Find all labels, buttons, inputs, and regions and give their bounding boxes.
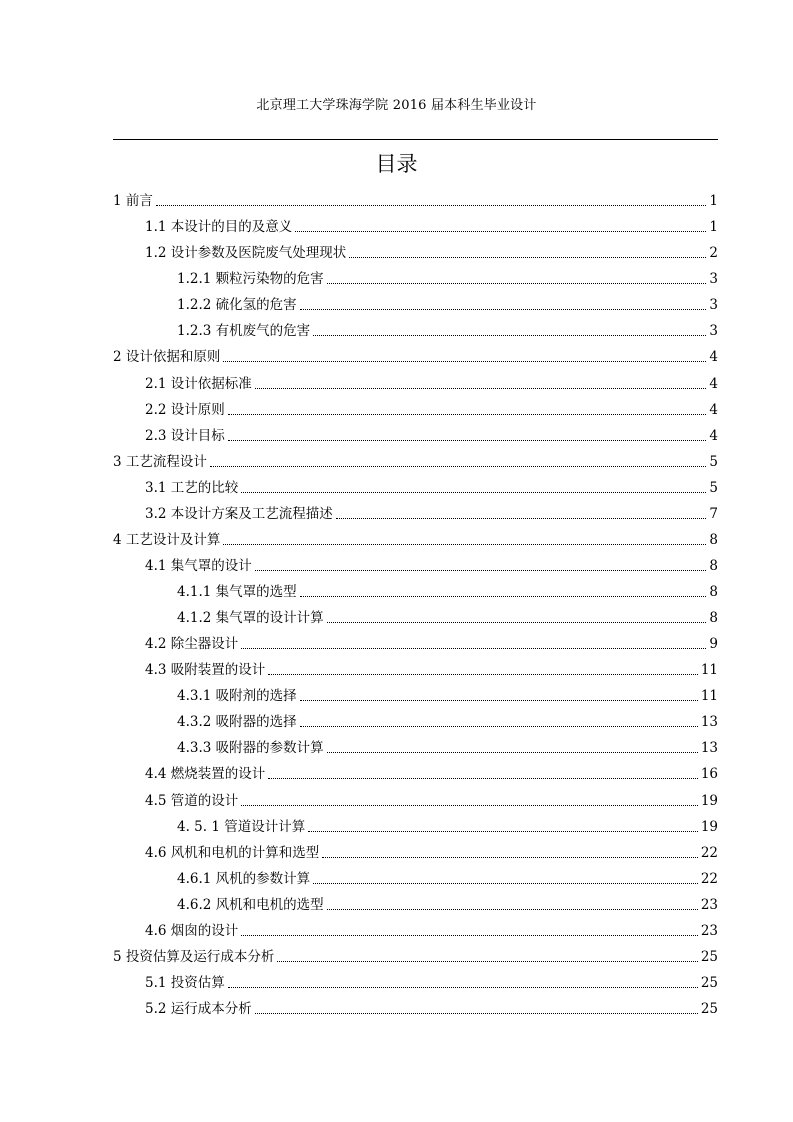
toc-entry-page-number: 4 bbox=[709, 427, 718, 444]
toc-dot-leader bbox=[308, 831, 698, 832]
toc-entry[interactable] bbox=[113, 497, 718, 523]
toc-dot-leader bbox=[268, 778, 698, 779]
toc-dot-leader bbox=[327, 283, 707, 284]
toc-entry[interactable] bbox=[113, 288, 718, 314]
toc-entry-page-number: 4 bbox=[709, 401, 718, 418]
toc-dot-leader bbox=[277, 961, 697, 962]
toc-entry[interactable] bbox=[113, 966, 718, 992]
toc-entry-label: 4.6.2 风机和电机的选型 bbox=[177, 896, 324, 913]
toc-dot-leader bbox=[300, 700, 698, 701]
toc-entry[interactable] bbox=[113, 836, 718, 862]
toc-entry-page-number: 8 bbox=[709, 557, 718, 574]
toc-dot-leader bbox=[322, 857, 698, 858]
toc-entry[interactable] bbox=[113, 523, 718, 549]
toc-entry-label: 4. 5. 1 管道设计计算 bbox=[177, 818, 306, 835]
page-header: 北京理工大学珠海学院 2016 届本科生毕业设计 bbox=[256, 98, 537, 113]
toc-entry-label: 1.2 设计参数及医院废气处理现状 bbox=[145, 245, 347, 262]
toc-dot-leader bbox=[327, 909, 698, 910]
toc-entry[interactable] bbox=[113, 783, 718, 809]
toc-dot-leader bbox=[241, 648, 706, 649]
toc-dot-leader bbox=[255, 570, 707, 571]
toc-entry-label: 4.4 燃烧装置的设计 bbox=[145, 766, 266, 783]
toc-dot-leader bbox=[255, 1013, 698, 1014]
toc-entry[interactable] bbox=[113, 627, 718, 653]
toc-entry-page-number: 8 bbox=[709, 610, 718, 627]
table-of-contents bbox=[113, 184, 718, 1018]
toc-entry-label: 4.1.2 集气罩的设计计算 bbox=[177, 610, 324, 627]
toc-entry-page-number: 1 bbox=[709, 193, 718, 210]
toc-entry[interactable] bbox=[113, 940, 718, 966]
toc-entry[interactable] bbox=[113, 549, 718, 575]
toc-dot-leader bbox=[349, 257, 706, 258]
toc-dot-leader bbox=[300, 309, 707, 310]
toc-entry[interactable] bbox=[113, 471, 718, 497]
toc-entry[interactable] bbox=[113, 810, 718, 836]
toc-entry-label: 2.2 设计原则 bbox=[145, 401, 225, 418]
toc-entry-label: 4 工艺设计及计算 bbox=[113, 531, 221, 548]
toc-dot-leader bbox=[223, 361, 706, 362]
toc-dot-leader bbox=[241, 492, 706, 493]
toc-entry-page-number: 23 bbox=[700, 922, 718, 939]
toc-dot-leader bbox=[313, 883, 698, 884]
toc-entry-page-number: 11 bbox=[700, 688, 718, 705]
toc-dot-leader bbox=[241, 935, 698, 936]
toc-entry-page-number: 5 bbox=[709, 479, 718, 496]
toc-entry-page-number: 8 bbox=[709, 531, 718, 548]
toc-dot-leader bbox=[228, 440, 707, 441]
toc-entry-page-number: 13 bbox=[700, 714, 718, 731]
toc-entry-label: 2 设计依据和原则 bbox=[113, 349, 221, 366]
toc-entry[interactable] bbox=[113, 419, 718, 445]
toc-entry-page-number: 22 bbox=[700, 870, 718, 887]
toc-entry-page-number: 13 bbox=[700, 740, 718, 757]
toc-entry-page-number: 3 bbox=[709, 271, 718, 288]
toc-entry[interactable] bbox=[113, 914, 718, 940]
toc-dot-leader bbox=[156, 205, 707, 206]
toc-dot-leader bbox=[228, 414, 707, 415]
toc-entry-page-number: 16 bbox=[700, 766, 718, 783]
toc-entry[interactable] bbox=[113, 262, 718, 288]
toc-entry[interactable] bbox=[113, 679, 718, 705]
toc-entry-label: 5.1 投资估算 bbox=[145, 974, 225, 991]
toc-entry-label: 1 前言 bbox=[113, 193, 153, 210]
toc-entry[interactable] bbox=[113, 393, 718, 419]
toc-entry-label: 4.5 管道的设计 bbox=[145, 792, 239, 809]
toc-entry[interactable] bbox=[113, 445, 718, 471]
toc-entry-label: 4.6 风机和电机的计算和选型 bbox=[145, 844, 320, 861]
toc-entry-page-number: 3 bbox=[709, 323, 718, 340]
toc-dot-leader bbox=[327, 752, 698, 753]
toc-entry-page-number: 22 bbox=[700, 844, 718, 861]
toc-entry-label: 3 工艺流程设计 bbox=[113, 453, 207, 470]
toc-entry-page-number: 25 bbox=[700, 1001, 718, 1017]
toc-entry[interactable] bbox=[113, 340, 718, 366]
toc-entry-page-number: 1 bbox=[709, 219, 718, 236]
toc-entry[interactable] bbox=[113, 236, 718, 262]
toc-entry-page-number: 7 bbox=[709, 505, 718, 522]
toc-entry[interactable] bbox=[113, 862, 718, 888]
toc-entry-label: 1.1 本设计的目的及意义 bbox=[145, 219, 293, 236]
toc-entry[interactable] bbox=[113, 992, 718, 1018]
toc-entry-label: 4.1 集气罩的设计 bbox=[145, 557, 252, 574]
toc-entry-label: 1.2.3 有机废气的危害 bbox=[177, 323, 311, 340]
toc-dot-leader bbox=[228, 987, 698, 988]
toc-entry[interactable] bbox=[113, 705, 718, 731]
toc-entry-label: 4.3 吸附装置的设计 bbox=[145, 662, 266, 679]
toc-entry-page-number: 25 bbox=[700, 948, 718, 965]
toc-entry-label: 2.1 设计依据标准 bbox=[145, 375, 252, 392]
toc-entry-label: 3.2 本设计方案及工艺流程描述 bbox=[145, 505, 333, 522]
toc-entry-label: 5.2 运行成本分析 bbox=[145, 1001, 252, 1017]
toc-dot-leader bbox=[300, 596, 707, 597]
toc-entry[interactable] bbox=[113, 601, 718, 627]
toc-entry-label: 4.3.1 吸附剂的选择 bbox=[177, 688, 297, 705]
toc-dot-leader bbox=[223, 544, 706, 545]
toc-entry-label: 4.3.3 吸附器的参数计算 bbox=[177, 740, 324, 757]
toc-dot-leader bbox=[241, 805, 698, 806]
toc-entry[interactable] bbox=[113, 210, 718, 236]
toc-entry-label: 4.2 除尘器设计 bbox=[145, 636, 239, 653]
toc-entry-page-number: 9 bbox=[709, 636, 718, 653]
toc-entry-page-number: 19 bbox=[700, 792, 718, 809]
toc-entry[interactable] bbox=[113, 888, 718, 914]
toc-entry-label: 5 投资估算及运行成本分析 bbox=[113, 948, 275, 965]
toc-entry[interactable] bbox=[113, 366, 718, 392]
page-title: 目录 bbox=[375, 152, 418, 176]
toc-dot-leader bbox=[295, 231, 706, 232]
toc-entry-page-number: 4 bbox=[709, 349, 718, 366]
toc-entry-label: 2.3 设计目标 bbox=[145, 427, 225, 444]
toc-entry-page-number: 25 bbox=[700, 974, 718, 991]
toc-entry-page-number: 5 bbox=[709, 453, 718, 470]
header-rule bbox=[113, 139, 718, 140]
toc-entry[interactable] bbox=[113, 653, 718, 679]
toc-entry[interactable] bbox=[113, 757, 718, 783]
toc-entry[interactable] bbox=[113, 314, 718, 340]
toc-entry-page-number: 11 bbox=[700, 662, 718, 679]
toc-dot-leader bbox=[327, 622, 707, 623]
toc-dot-leader bbox=[313, 335, 706, 336]
toc-entry-label: 4.1.1 集气罩的选型 bbox=[177, 584, 297, 600]
toc-entry-page-number: 23 bbox=[700, 896, 718, 913]
toc-dot-leader bbox=[268, 674, 698, 675]
toc-entry-label: 3.1 工艺的比较 bbox=[145, 479, 239, 496]
toc-dot-leader bbox=[336, 518, 707, 519]
toc-entry-label: 4.6 烟囱的设计 bbox=[145, 922, 239, 939]
toc-entry[interactable] bbox=[113, 575, 718, 601]
toc-entry[interactable] bbox=[113, 731, 718, 757]
toc-entry-page-number: 19 bbox=[700, 818, 718, 835]
toc-entry-label: 1.2.2 硫化氢的危害 bbox=[177, 297, 297, 314]
toc-dot-leader bbox=[210, 466, 707, 467]
toc-entry-label: 4.6.1 风机的参数计算 bbox=[177, 870, 311, 887]
toc-entry-page-number: 3 bbox=[709, 297, 718, 314]
toc-entry-page-number: 8 bbox=[709, 584, 718, 600]
toc-dot-leader bbox=[300, 726, 698, 727]
toc-dot-leader bbox=[255, 388, 707, 389]
toc-entry-page-number: 2 bbox=[709, 245, 718, 262]
toc-entry-label: 1.2.1 颗粒污染物的危害 bbox=[177, 271, 324, 288]
toc-entry-label: 4.3.2 吸附器的选择 bbox=[177, 714, 297, 731]
toc-entry-page-number: 4 bbox=[709, 375, 718, 392]
toc-entry[interactable] bbox=[113, 184, 718, 210]
